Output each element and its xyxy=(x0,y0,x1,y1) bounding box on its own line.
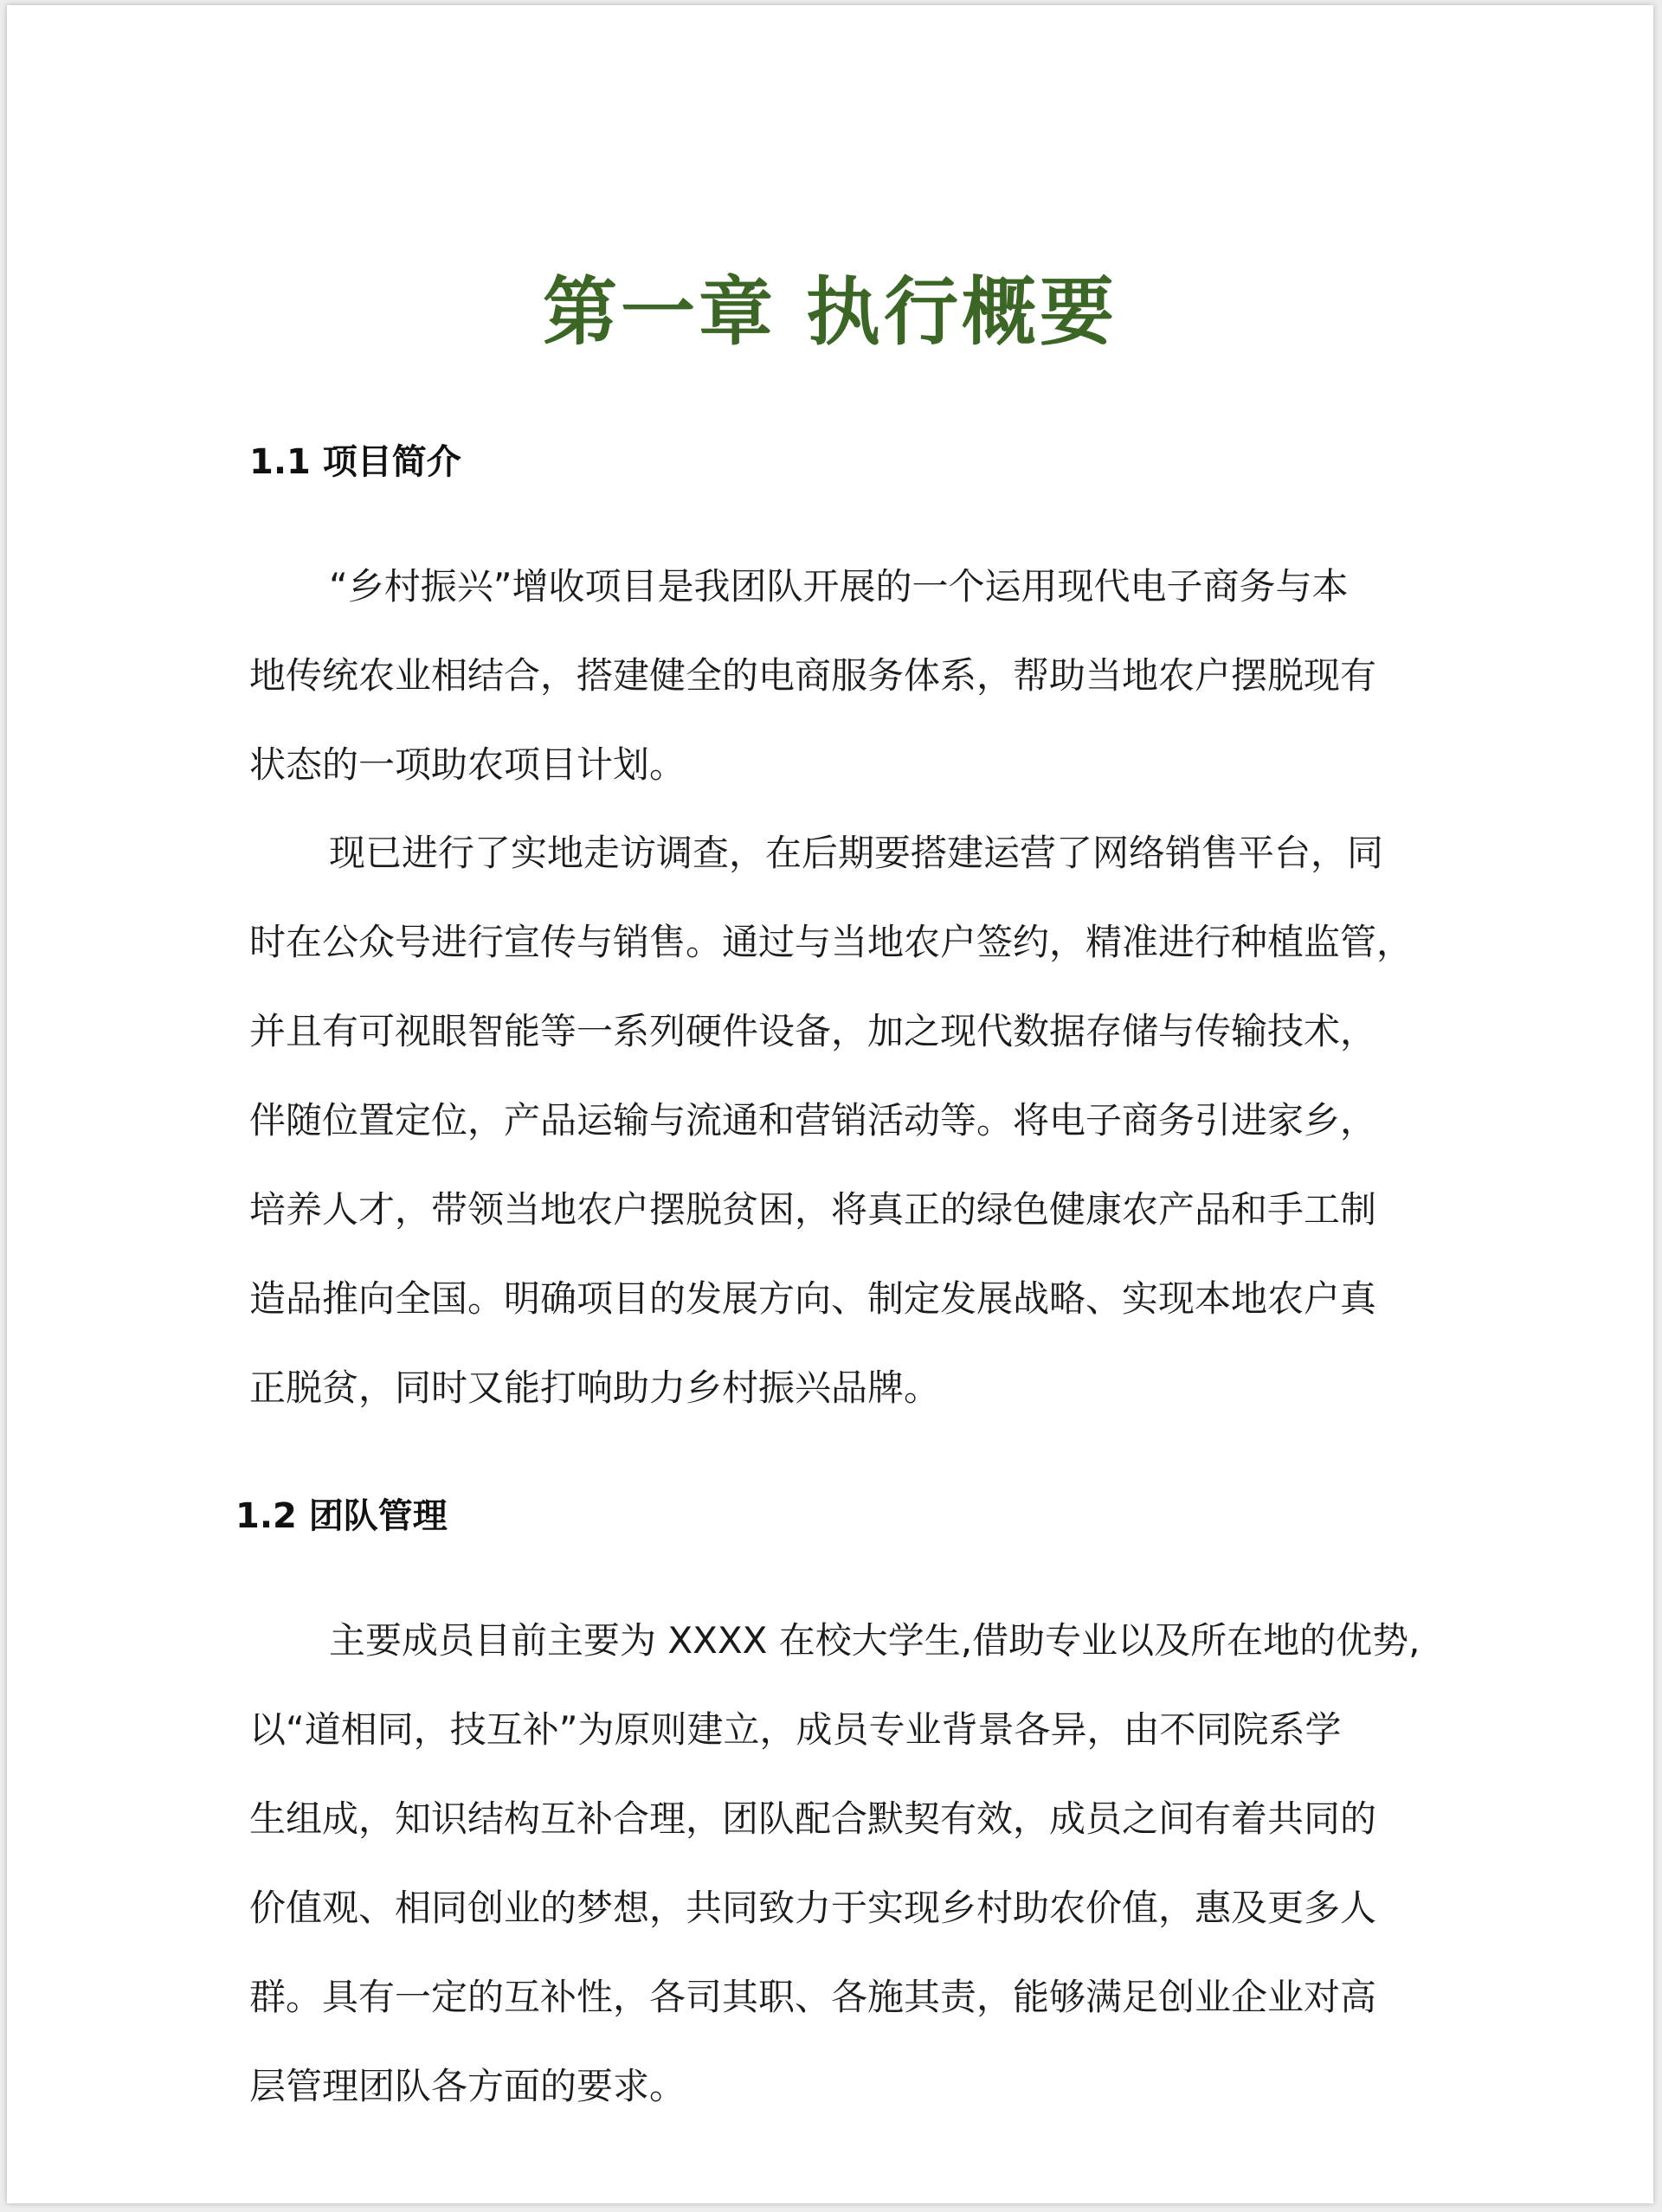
paragraph-line: 并且有可视眼智能等一系列硬件设备，加之现代数据存储与传输技术， xyxy=(249,1010,1377,1052)
chapter-title: 第一章 执行概要 xyxy=(543,269,1118,356)
paragraph-line: “乡村振兴”增收项目是我团队开展的一个运用现代电子商务与本 xyxy=(329,565,1349,608)
section-1-1-paragraph-1 xyxy=(249,542,1513,809)
paragraph-line: 价值观、相同创业的梦想，共同致力于实现乡村助农价值，惠及更多人 xyxy=(249,1887,1377,1929)
paragraph-line: 造品推向全国。明确项目的发展方向、制定发展战略、实现本地农户真 xyxy=(249,1277,1377,1320)
paragraph-line: 培养人才，带领当地农户摆脱贫困，将真正的绿色健康农产品和手工制 xyxy=(249,1188,1377,1231)
paragraph-line: 地传统农业相结合，搭建健全的电商服务体系，帮助当地农户摆脱现有 xyxy=(249,654,1377,697)
section-heading-1-1: 1.1 项目简介 xyxy=(249,442,461,482)
paragraph-line: 以“道相同，技互补”为原则建立，成员专业背景各异，由不同院系学 xyxy=(249,1708,1342,1751)
paragraph-line: 正脱贫，同时又能打响助力乡村振兴品牌。 xyxy=(249,1366,941,1409)
paragraph-line: 层管理团队各方面的要求。 xyxy=(249,2065,686,2107)
paragraph-line: 伴随位置定位，产品运输与流通和营销活动等。将电子商务引进家乡， xyxy=(249,1099,1377,1141)
paragraph-line: 状态的一项助农项目计划。 xyxy=(249,743,686,786)
paragraph-line: 时在公众号进行宣传与销售。通过与当地农户签约，精准进行种植监管， xyxy=(249,921,1414,963)
document-page xyxy=(7,5,1653,2203)
paragraph-line: 主要成员目前主要为 XXXX 在校大学生,借助专业以及所在地的优势, xyxy=(329,1619,1420,1662)
paragraph-line: 生组成，知识结构互补合理，团队配合默契有效，成员之间有着共同的 xyxy=(249,1797,1377,1840)
section-1-2-paragraph-1 xyxy=(249,1596,1513,2131)
section-1-1-paragraph-2 xyxy=(249,808,1513,1432)
section-heading-1-2: 1.2 团队管理 xyxy=(235,1496,448,1536)
paragraph-line: 群。具有一定的互补性，各司其职、各施其责，能够满足创业企业对高 xyxy=(249,1976,1377,2018)
paragraph-line: 现已进行了实地走访调查，在后期要搭建运营了网络销售平台，同 xyxy=(329,832,1384,874)
